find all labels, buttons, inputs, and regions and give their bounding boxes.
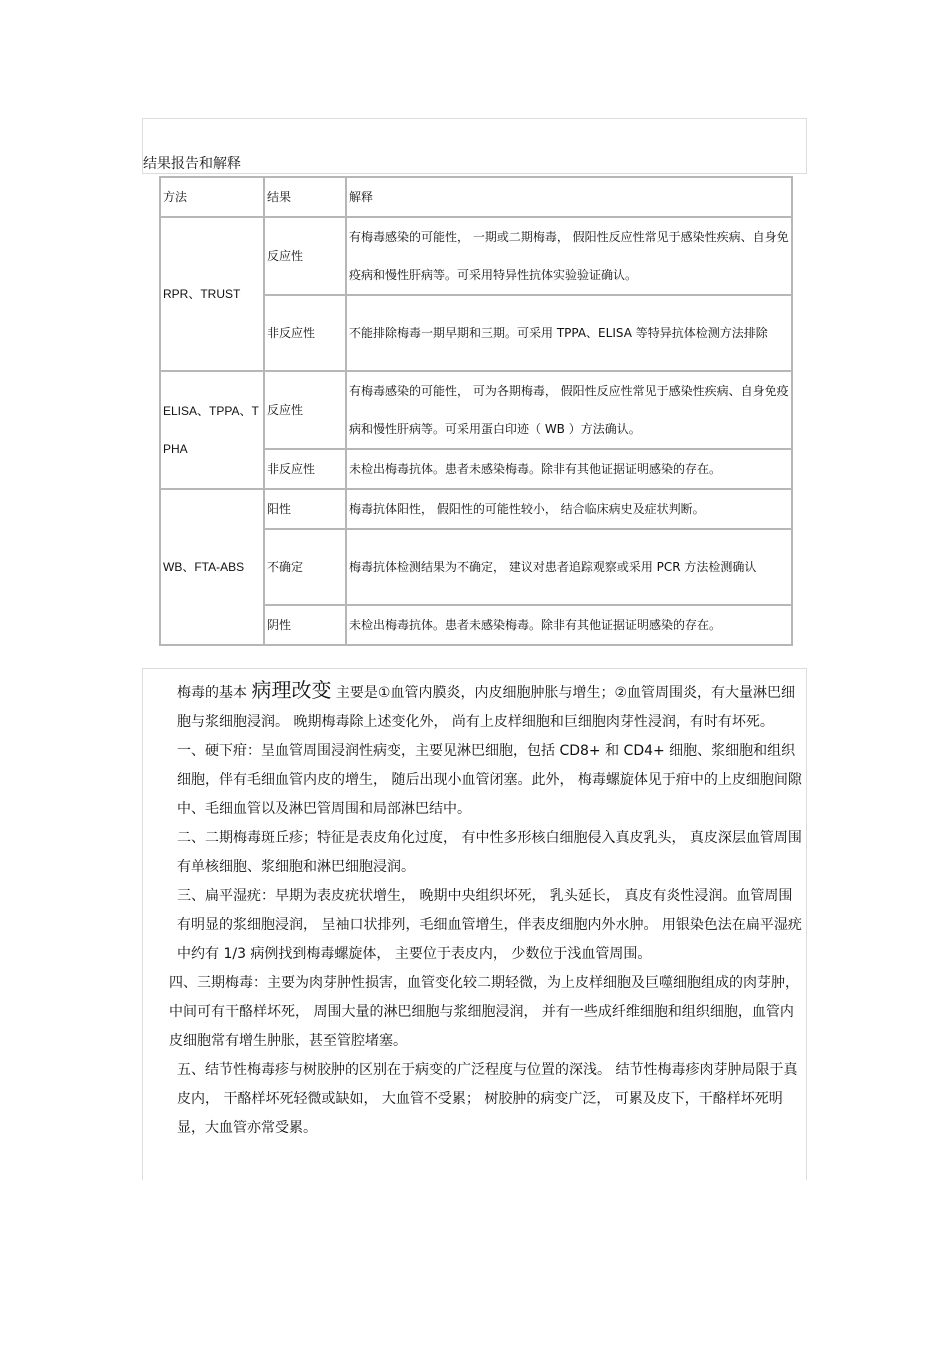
header-result: 结果	[264, 177, 346, 217]
method-cell: ELISA、TPPA、TPHA	[160, 371, 264, 489]
section-title: 结果报告和解释	[143, 156, 241, 172]
header-interpretation: 解释	[346, 177, 792, 217]
interpretation-cell: 梅毒抗体阳性， 假阳性的可能性较小， 结合临床病史及症状判断。	[346, 489, 792, 529]
result-cell: 阳性	[264, 489, 346, 529]
table-header-row	[160, 177, 792, 217]
header-method: 方法	[160, 177, 264, 217]
interpretation-cell: 有梅毒感染的可能性， 可为各期梅毒， 假阳性反应性常见于感染性疾病、自身免疫病和慢性肝病等。可采用蛋白印迹（ WB ）方法确认。	[346, 371, 792, 449]
intro-keyword: 病理改变	[251, 678, 332, 702]
paragraph-chancre: 一、硬下疳：呈血管周围浸润性病变，主要见淋巴细胞，包括 CD8+ 和 CD4+ 细胞、浆细胞和组织细胞，伴有毛细血管内皮的增生， 随后出现小血管闭塞。此外， 梅毒螺旋体见于疳中的上皮细胞间隙中、毛细血管以及淋巴管周围和局部淋巴结中。	[177, 743, 802, 817]
table-row	[160, 371, 792, 449]
interpretation-cell: 未检出梅毒抗体。患者未感染梅毒。除非有其他证据证明感染的存在。	[346, 449, 792, 489]
section-frame	[142, 118, 807, 174]
pathology-text	[143, 676, 805, 1143]
table-row	[160, 489, 792, 529]
result-cell: 非反应性	[264, 295, 346, 371]
table-row	[160, 217, 792, 295]
result-cell: 不确定	[264, 529, 346, 605]
method-cell: WB、FTA-ABS	[160, 489, 264, 645]
paragraph-condyloma: 三、扁平湿疣：早期为表皮疣状增生， 晚期中央组织坏死， 乳头延长， 真皮有炎性浸润。血管周围有明显的浆细胞浸润， 呈袖口状排列，毛细血管增生，伴表皮细胞内外水肿。 用银染色法在扁平湿疣中约有 1/3 病例找到梅毒螺旋体， 主要位于表皮内， 少数位于浅血管周围。	[177, 888, 802, 962]
result-cell: 反应性	[264, 371, 346, 449]
results-table	[159, 176, 793, 646]
result-cell: 反应性	[264, 217, 346, 295]
intro-rest: 主要是①血管内膜炎，内皮细胞肿胀与增生；②血管周围炎，有大量淋巴细胞与浆细胞浸润。 晚期梅毒除上述变化外， 尚有上皮样细胞和巨细胞肉芽性浸润，有时有坏死。	[177, 685, 796, 730]
interpretation-cell: 不能排除梅毒一期早期和三期。可采用 TPPA、ELISA 等特异抗体检测方法排除	[346, 295, 792, 371]
result-cell: 非反应性	[264, 449, 346, 489]
paragraph-secondary: 二、二期梅毒斑丘疹；特征是表皮角化过度， 有中性多形核白细胞侵入真皮乳头， 真皮深层血管周围有单核细胞、浆细胞和淋巴细胞浸润。	[177, 830, 802, 875]
intro-prefix: 梅毒的基本	[177, 685, 247, 701]
interpretation-cell: 梅毒抗体检测结果为不确定， 建议对患者追踪观察或采用 PCR 方法检测确认	[346, 529, 792, 605]
result-cell: 阴性	[264, 605, 346, 645]
paragraph-nodular: 五、结节性梅毒疹与树胶肿的区别在于病变的广泛程度与位置的深浅。 结节性梅毒疹肉芽肿局限于真皮内， 干酪样坏死轻微或缺如， 大血管不受累； 树胶肿的病变广泛， 可累及皮下，干酪样坏死明显，大血管亦常受累。	[177, 1062, 798, 1136]
pathology-intro	[143, 676, 805, 737]
interpretation-cell: 有梅毒感染的可能性， 一期或二期梅毒， 假阳性反应性常见于感染性疾病、自身免疫病和慢性肝病等。可采用特异性抗体实验验证确认。	[346, 217, 792, 295]
paragraph-tertiary: 四、三期梅毒：主要为肉芽肿性损害，血管变化较二期轻微，为上皮样细胞及巨噬细胞组成的肉芽肿， 中间可有干酪样坏死， 周围大量的淋巴细胞与浆细胞浸润， 并有一些成纤维细胞和组织细胞，血管内皮细胞常有增生肿胀，甚至管腔堵塞。	[169, 975, 799, 1049]
interpretation-cell: 未检出梅毒抗体。患者未感染梅毒。除非有其他证据证明感染的存在。	[346, 605, 792, 645]
method-cell: RPR、TRUST	[160, 217, 264, 371]
